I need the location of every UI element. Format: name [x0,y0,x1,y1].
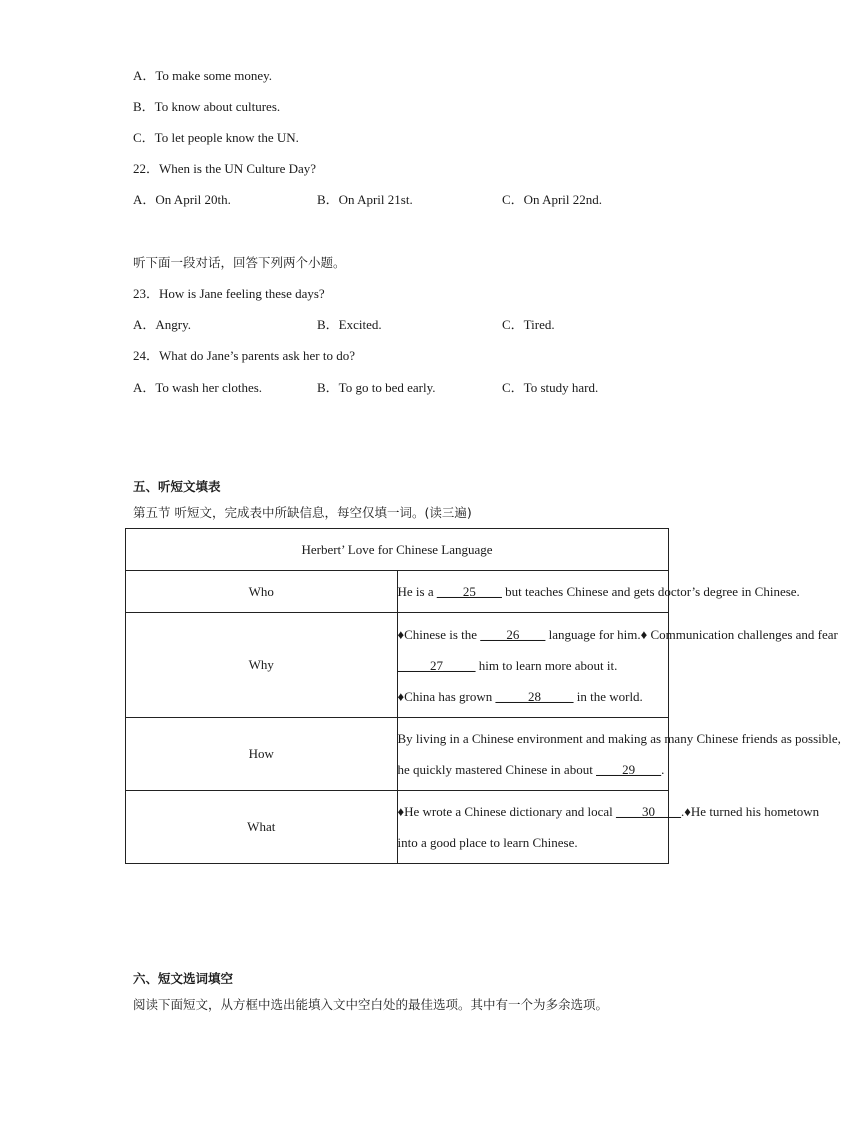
row-content-who [397,571,800,613]
who-text-pre: He is a [397,584,437,599]
q24-option-b: B．To go to bed early. [317,380,436,395]
q22-option-a: A．On April 20th. [133,192,231,207]
row-content-how [397,718,841,791]
section5-heading: 五、听短文填表 [133,479,221,494]
q23-question: 23．How is Jane feeling these days? [133,286,325,301]
blank-28: _____28_____ [495,688,574,704]
what-line2: into a good place to learn Chinese. [397,835,578,850]
table-row-who [126,571,669,613]
blank-25: ____25____ [436,584,502,599]
q24-option-a: A．To wash her clothes. [133,380,263,395]
what-line1-post: .♦He turned his hometown [681,804,820,819]
why-line2-post: him to learn more about it. [475,657,618,673]
why-line3-pre: ♦China has grown [397,688,496,704]
why-line1-pre: ♦Chinese is the [397,626,481,642]
q21-option-b: B．To know about cultures. [133,99,281,114]
blank-29: ____29____ [596,762,662,777]
q23-option-a: A．Angry. [133,317,192,332]
how-line1: By living in a Chinese environment and making as many Chinese friends as possible, [397,731,841,746]
row-label-who: Who [126,571,398,613]
blank-27: _____27_____ [397,657,476,673]
how-line2-pre: he quickly mastered Chinese in about [397,762,597,777]
table-row-why [126,613,669,718]
q24-question: 24．What do Jane’s parents ask her to do? [133,348,356,363]
q22-option-c: C．On April 22nd. [502,192,603,207]
q23-option-c: C．Tired. [502,317,555,332]
what-line1-pre: ♦He wrote a Chinese dictionary and local [397,804,617,819]
row-label-what: What [126,791,398,864]
dialogue-instruction: 听下面一段对话，回答下列两个小题。 [133,255,346,270]
section5-instruction: 第五节 听短文，完成表中所缺信息，每空仅填一词。(读三遍) [133,505,472,520]
q21-option-a: A．To make some money. [133,68,273,83]
q24-option-c: C．To study hard. [502,380,599,395]
row-label-why: Why [126,613,398,718]
why-line3-post: in the world. [573,688,643,704]
q23-option-b: B．Excited. [317,317,382,332]
q21-option-c: C．To let people know the UN. [133,130,299,145]
q22-question: 22．When is the UN Culture Day? [133,161,317,176]
q22-option-b: B．On April 21st. [317,192,413,207]
table-row-how [126,718,669,791]
table-title: Herbert’ Love for Chinese Language [126,529,669,571]
fill-table [125,528,841,864]
how-line2-post: . [661,762,665,777]
why-line1-post: language for him.♦ Communication challenges and fear [545,626,838,642]
blank-26: ____26____ [480,626,546,642]
section6-instruction: 阅读下面短文，从方框中选出能填入文中空白处的最佳选项。其中有一个为多余选项。 [133,997,609,1012]
row-content-what [397,791,820,864]
table-row-what [126,791,669,864]
row-label-how: How [126,718,398,791]
who-text-post: but teaches Chinese and gets doctor’s degree in Chinese. [501,584,800,599]
section6-heading: 六、短文选词填空 [133,971,234,986]
row-content-why [397,613,838,718]
blank-30: ____30____ [616,804,682,819]
